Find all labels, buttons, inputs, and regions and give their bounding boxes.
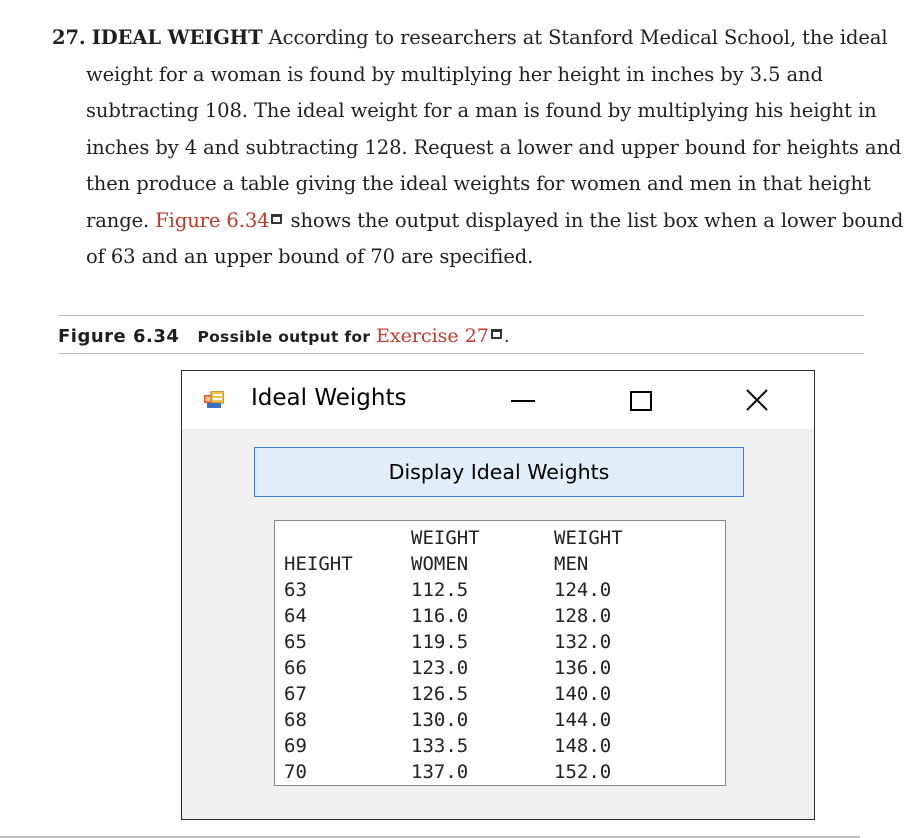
caption-top-rule xyxy=(58,315,864,316)
height-cell: 69 xyxy=(284,735,307,757)
list-item[interactable] xyxy=(275,655,725,681)
women-weight-cell: WOMEN xyxy=(411,553,469,575)
women-weight-cell: 126.5 xyxy=(411,683,469,705)
height-cell: 68 xyxy=(284,709,307,731)
problem-line-1-text: According to researchers at Stanford Medical School, the ideal xyxy=(268,26,888,49)
height-cell: 67 xyxy=(284,683,307,705)
height-cell: 64 xyxy=(284,605,307,627)
women-weight-cell: 123.0 xyxy=(411,657,469,679)
men-weight-cell: 152.0 xyxy=(554,761,612,783)
men-weight-cell: 124.0 xyxy=(554,579,612,601)
figure-number: Figure 6.34 xyxy=(58,326,180,347)
height-cell: 66 xyxy=(284,657,307,679)
height-cell: HEIGHT xyxy=(284,553,353,575)
problem-line-4: inches by 4 and subtracting 128. Request a lower and upper bound for heights and xyxy=(86,135,902,159)
men-weight-cell: 148.0 xyxy=(554,735,612,757)
problem-line-5: then produce a table giving the ideal weights for women and men in that height xyxy=(86,172,871,195)
figure-caption xyxy=(58,322,510,350)
exercise-link[interactable]: Exercise 27 xyxy=(376,325,489,347)
title-bar[interactable] xyxy=(182,371,814,429)
women-weight-cell: 137.0 xyxy=(411,761,469,783)
external-link-icon xyxy=(271,214,282,224)
men-weight-cell: 140.0 xyxy=(554,683,612,705)
app-form-icon xyxy=(204,391,224,409)
problem-line-6 xyxy=(52,203,904,240)
problem-line-3: subtracting 108. The ideal weight for a man is found by multiplying his height in xyxy=(86,99,877,122)
height-cell: 70 xyxy=(284,761,307,783)
external-link-icon xyxy=(491,329,502,339)
close-icon[interactable] xyxy=(742,385,772,415)
caption-bottom-rule xyxy=(58,353,864,354)
maximize-icon[interactable] xyxy=(626,385,656,415)
men-weight-cell: MEN xyxy=(554,553,589,575)
women-weight-cell: WEIGHT xyxy=(411,527,480,549)
list-item[interactable] xyxy=(275,681,725,707)
women-weight-cell: 119.5 xyxy=(411,631,469,653)
results-list-box[interactable] xyxy=(274,520,726,786)
list-item[interactable] xyxy=(275,629,725,655)
men-weight-cell: 128.0 xyxy=(554,605,612,627)
figure-caption-tail: . xyxy=(503,326,510,347)
men-weight-cell: 136.0 xyxy=(554,657,612,679)
minimize-icon[interactable] xyxy=(508,385,538,415)
women-weight-cell: 130.0 xyxy=(411,709,469,731)
list-item[interactable] xyxy=(275,733,725,759)
window-title: Ideal Weights xyxy=(251,385,407,411)
men-weight-cell: 144.0 xyxy=(554,709,612,731)
women-weight-cell: 116.0 xyxy=(411,605,469,627)
problem-number: 27. xyxy=(52,26,86,49)
list-item[interactable] xyxy=(275,577,725,603)
men-weight-cell: WEIGHT xyxy=(554,527,623,549)
list-header-row xyxy=(275,551,725,577)
problem-text xyxy=(52,20,904,276)
list-item[interactable] xyxy=(275,707,725,733)
list-item[interactable] xyxy=(275,603,725,629)
problem-line-1 xyxy=(52,20,888,57)
app-window xyxy=(181,370,815,820)
problem-line-2: weight for a woman is found by multiplying her height in inches by 3.5 and xyxy=(86,62,823,86)
height-cell: 65 xyxy=(284,631,307,653)
women-weight-cell: 112.5 xyxy=(411,579,469,601)
problem-line-6-post: shows the output displayed in the list box when a lower bound xyxy=(290,208,904,232)
list-item[interactable] xyxy=(275,759,725,785)
women-weight-cell: 133.5 xyxy=(411,735,469,757)
problem-line-7: of 63 and an upper bound of 70 are specified. xyxy=(86,245,534,268)
display-ideal-weights-button[interactable]: Display Ideal Weights xyxy=(254,447,744,497)
figure-link[interactable]: Figure 6.34 xyxy=(155,208,270,232)
figure-description: Possible output for xyxy=(197,328,371,346)
problem-line-6-pre: range. xyxy=(86,208,150,232)
men-weight-cell: 132.0 xyxy=(554,631,612,653)
list-header-row xyxy=(275,525,725,551)
problem-heading: IDEAL WEIGHT xyxy=(91,26,263,49)
height-cell: 63 xyxy=(284,579,307,601)
